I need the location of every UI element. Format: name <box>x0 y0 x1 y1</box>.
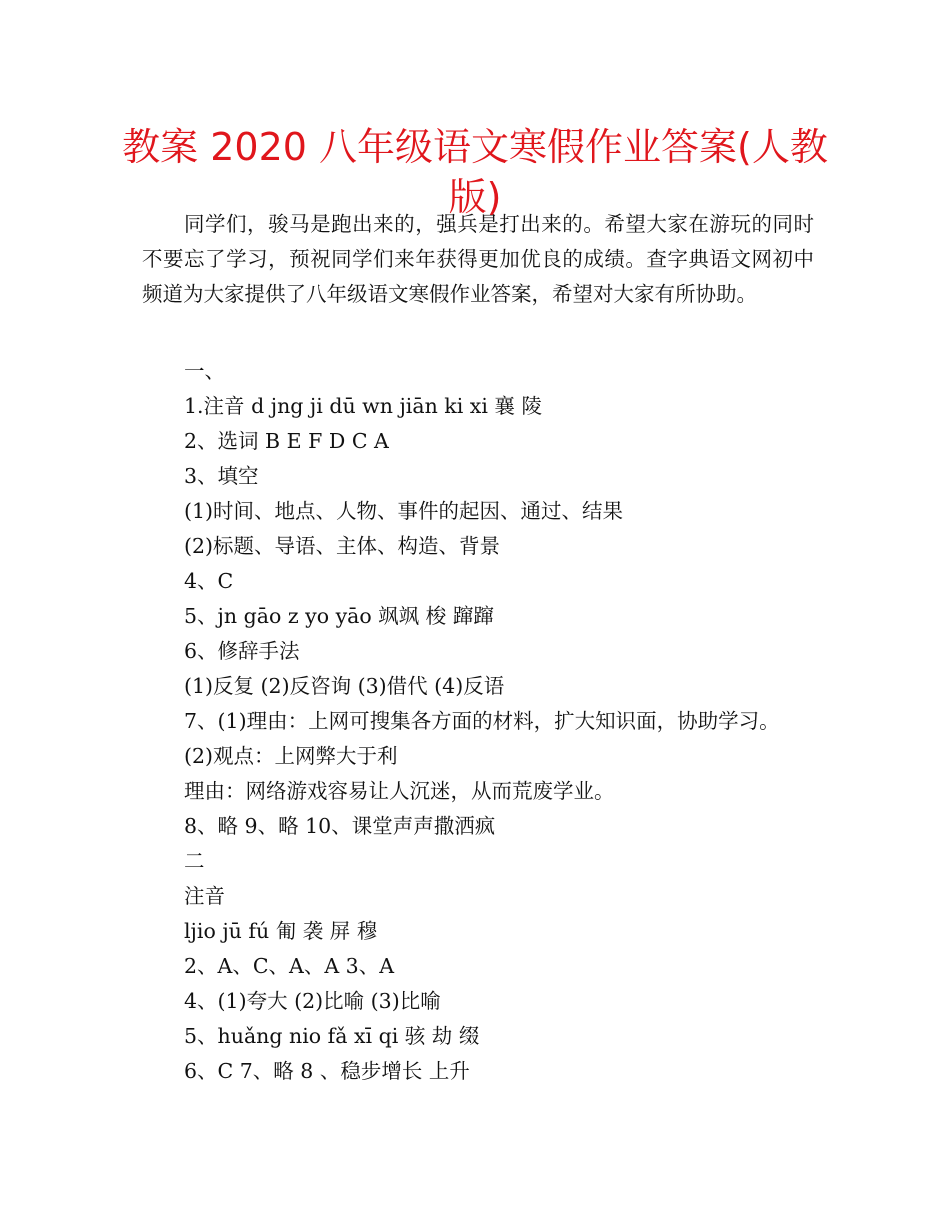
answer-list <box>142 354 814 1089</box>
document-title: 教案 2020 八年级语文寒假作业答案(人教版) <box>122 125 828 219</box>
answer-line: 7、(1)理由：上网可搜集各方面的材料，扩大知识面，协助学习。 <box>184 709 780 733</box>
answer-line: (1)反复 (2)反咨询 (3)借代 (4)反语 <box>184 674 505 698</box>
answer-line: (2)标题、导语、主体、构造、背景 <box>184 534 501 558</box>
answer-line: (2)观点：上网弊大于利 <box>184 744 398 768</box>
intro-paragraph: 同学们，骏马是跑出来的，强兵是打出来的。希望大家在游玩的同时不要忘了学习，预祝同学们来年获得更加优良的成绩。查字典语文网初中频道为大家提供了八年级语文寒假作业答案，希望对大家有所协助。 <box>142 212 814 306</box>
answer-line: 2、A、C、A、A 3、A <box>184 954 395 978</box>
answer-line: 5、huǎng nio fǎ xī qi 骇 劫 缀 <box>184 1024 480 1048</box>
answer-line: ljio jū fú 匍 袭 屏 穆 <box>184 919 378 943</box>
answer-line: 理由：网络游戏容易让人沉迷，从而荒废学业。 <box>184 779 615 803</box>
answer-line: 6、修辞手法 <box>184 639 300 663</box>
section-heading-1: 一、 <box>184 359 225 383</box>
answer-line: 6、C 7、略 8 、稳步增长 上升 <box>184 1059 470 1083</box>
answer-line: 2、选词 B E F D C A <box>184 429 389 453</box>
answer-line: 3、填空 <box>184 464 259 488</box>
answer-line: 8、略 9、略 10、课堂声声撒洒疯 <box>184 814 496 838</box>
answer-line: (1)时间、地点、人物、事件的起因、通过、结果 <box>184 499 624 523</box>
section-heading-2: 二 <box>184 849 205 873</box>
answer-line: 5、jn gāo z yo yāo 飒飒 梭 蹿蹿 <box>184 604 494 628</box>
answer-line: 1.注音 d jng ji dū wn jiān ki xi 襄 陵 <box>184 394 542 418</box>
answer-line: 4、C <box>184 569 234 593</box>
answer-line: 4、(1)夸大 (2)比喻 (3)比喻 <box>184 989 441 1013</box>
answer-line: 注音 <box>184 884 225 908</box>
